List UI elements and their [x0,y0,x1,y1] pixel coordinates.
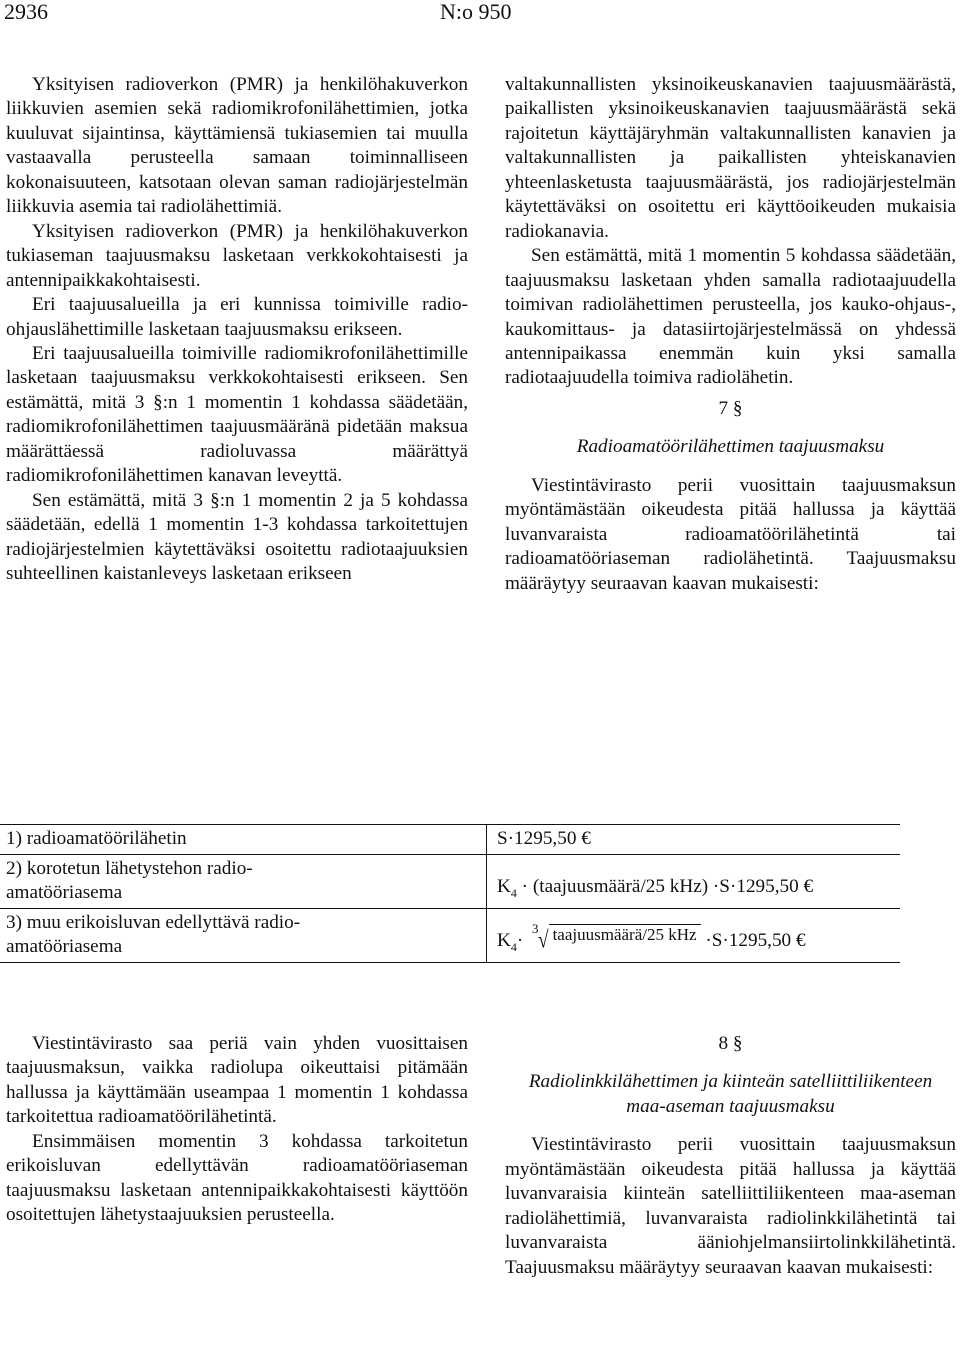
paragraph: Sen estämättä, mitä 1 momentin 5 kohdassa säädetään, taajuusmaksu lasketaan yhden samalla radiotaajuudella toimivan radiolähettimen perusteella, jos kauko-ohjaus-, kaukomittaus- ja datasiirtojärjestelmässä on yhdessä antennipaikassa enemmän kuin yksi samalla radiotaajuudella toimiva radiolähetin. [505,245,956,389]
issue-number: N:o 950 [440,0,512,24]
table-cell-label: 3) muu erikoisluvan edellyttävä radio- amatööriasema [0,909,487,963]
right-column-bottom [505,1032,956,1280]
table-row [0,855,900,909]
paragraph: Yksityisen radioverkon (PMR) ja henkilöhakuverkon liikkuvien asemien sekä radiomikrofonilähettimien, jotka kuuluvat sijaintinsa, käyttämiensä tukiasemien tai muulla vastaavalla perusteella samaan toiminnalliseen kokonaisuuteen, katsotaan olevan saman radiojärjestelmän liikkuvia asemia tai radiolähettimiä. [6,74,468,218]
fee-table [0,824,900,963]
paragraph: Ensimmäisen momentin 3 kohdassa tarkoitetun erikoisluvan edellyttävän radioamatööriaseman taajuusmaksu lasketaan antennipaikkakohtaisesti käyttöön osoitettujen lähetystaajuuksien perusteella. [6,1130,468,1226]
section-number: 8 § [718,1033,743,1054]
paragraph: Viestintävirasto saa periä vain yhden vuosittaisen taajuusmaksun, vaikka radiolupa oikeuttaisi pitämään hallussa ja käyttämään useampaa 1 momentin 1 kohdassa tarkoitettua radioamatöörilähetintä. [6,1033,468,1128]
table-cell-label: 2) korotetun lähetystehon radio- amatööriasema [0,855,487,909]
table-cell-label: 1) radioamatöörilähetin [0,825,487,855]
section-title: Radiolinkkilähettimen ja kiinteän satelliittiliikenteen maa-aseman taajuusmaksu [528,1071,933,1117]
left-column-bottom [6,1032,468,1228]
section-number: 7 § [718,397,743,419]
table-cell-formula: S·1295,50 € [487,825,901,855]
paragraph: Yksityisen radioverkon (PMR) ja henkilöhakuverkon tukiaseman taajuusmaksu lasketaan verkkokohtaisesti ja antennipaikkakohtaisesti. [6,220,468,291]
table-row [0,909,900,963]
paragraph-continuation: valtakunnallisten yksinoikeuskanavien taajuusmäärästä, paikallisten yksinoikeuskanavien taajuusmäärästä sekä rajoitetun käyttäjäryhmän valtakunnallisten kanavien ja valtakunnallisten ja paikallisten yhteiskanavien yhteenlasketusta taajuusmäärästä, jos radiojärjestelmän käytettäväksi on osoitettu eri käyttöoikeuden mukaisia radiokanavia. [505,74,956,242]
cube-root: 3 √ taajuusmäärä/25 kHz [534,929,701,953]
table-cell-formula: $K_4$ · (taajuusmäärä/25 kHz) ·S·1295,50 € [487,855,901,909]
table-cell-formula: $K_4\cdot$ 3 √ taajuusmäärä/25 kHz ·S·1295,50 € [487,909,901,963]
paragraph: Eri taajuusalueilla ja eri kunnissa toimiville radio-ohjauslähettimille lasketaan taajuusmaksu erikseen. [6,294,468,340]
section-title: Radioamatöörilähettimen taajuusmaksu [576,436,885,458]
left-column-top [6,73,468,587]
paragraph: Viestintävirasto perii vuosittain taajuusmaksun myöntämästään oikeudesta pitää hallussa ja käyttää luvanvaraista radioamatöörilähetintä tai radioamatööriaseman radiolähetintä. Taajuusmaksu määräytyy seuraavan kaavan mukaisesti: [505,474,956,594]
paragraph: Sen estämättä, mitä 3 §:n 1 momentin 2 ja 5 kohdassa säädetään, edellä 1 momentin 1-3 kohdassa tarkoitettujen radiojärjestelmien käytettäväksi osoitettu radiotaajuuksien suhteellinen kaistanleveys lasketaan erikseen [6,489,468,585]
table-row [0,825,900,855]
paragraph: Eri taajuusalueilla toimiville radiomikrofonilähettimille lasketaan taajuusmaksu verkkokohtaisesti erikseen. Sen estämättä, mitä 3 §:n 1 momentin 1 kohdassa säädetään, radiomikrofonilähettimen taajuusmääränä pidetään maksua määrättäessä radioluvassa määrättyä radiomikrofonilähettimen kanavan leveyttä. [6,342,468,487]
right-column-top [505,73,956,596]
paragraph: Viestintävirasto perii vuosittain taajuusmaksun myöntämästään oikeudesta pitää hallussa ja käyttää luvanvaraisia kiinteän satelliittiliikenteen maa-aseman radiolähettimiä, luvanvaraista radiolinkkilähetintä tai luvanvaraista ääniohjelmansiirtolinkkilähetintä. Taajuusmaksu määräytyy seuraavan kaavan mukaisesti: [505,1134,956,1278]
page-number: 2936 [4,0,48,24]
